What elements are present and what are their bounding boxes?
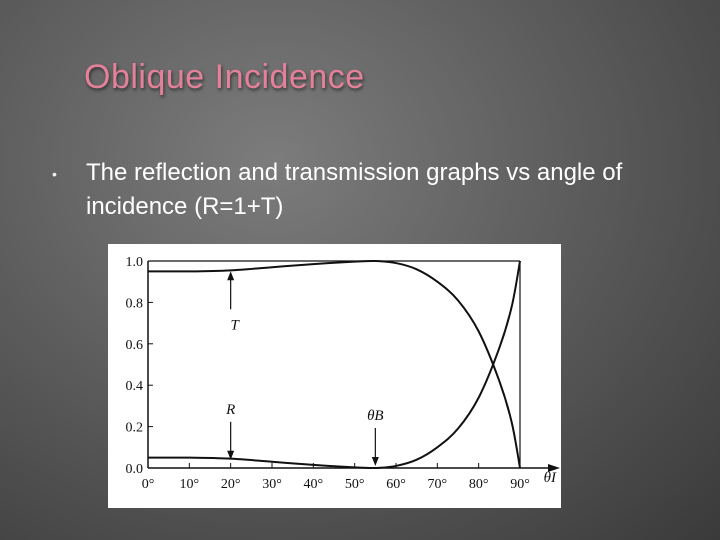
annotation-label-brewster: θB [367,408,384,424]
x-tick-label: 40° [303,477,324,492]
annotation-label-t: T [230,317,239,334]
slide-title: Oblique Incidence [84,58,365,96]
reflection-transmission-chart [108,244,561,508]
x-tick-label: 80° [468,477,489,492]
y-tick-label: 1.0 [125,255,143,270]
x-tick-label: 0° [141,477,155,492]
annotation-label-r: R [226,401,236,418]
x-tick-label: 30° [262,477,282,492]
bullet-text: The reflection and transmission graphs vs angle of incidence (R=1+T) [86,159,623,220]
annotation-arrowhead-brewster [372,457,379,466]
annotation-arrowhead-t [227,271,234,280]
x-tick-label: 20° [220,477,241,492]
y-tick-label: 0.4 [125,379,143,395]
y-tick-label: 0.6 [125,337,143,353]
bullet-marker: • [52,166,57,182]
x-axis-label: θI [543,470,556,486]
x-tick-label: 50° [344,477,365,492]
x-tick-label: 90° [510,477,530,492]
x-tick-label: 10° [179,477,200,492]
bullet-item [52,156,662,224]
x-tick-label: 70° [427,477,448,492]
y-tick-label: 0.2 [125,420,143,436]
y-tick-label: 0.0 [125,462,143,477]
series-line-t [148,261,520,468]
x-tick-label: 60° [386,477,406,492]
y-tick-label: 0.8 [125,296,143,312]
chart-figure [108,244,561,508]
series-line-r [148,261,520,468]
